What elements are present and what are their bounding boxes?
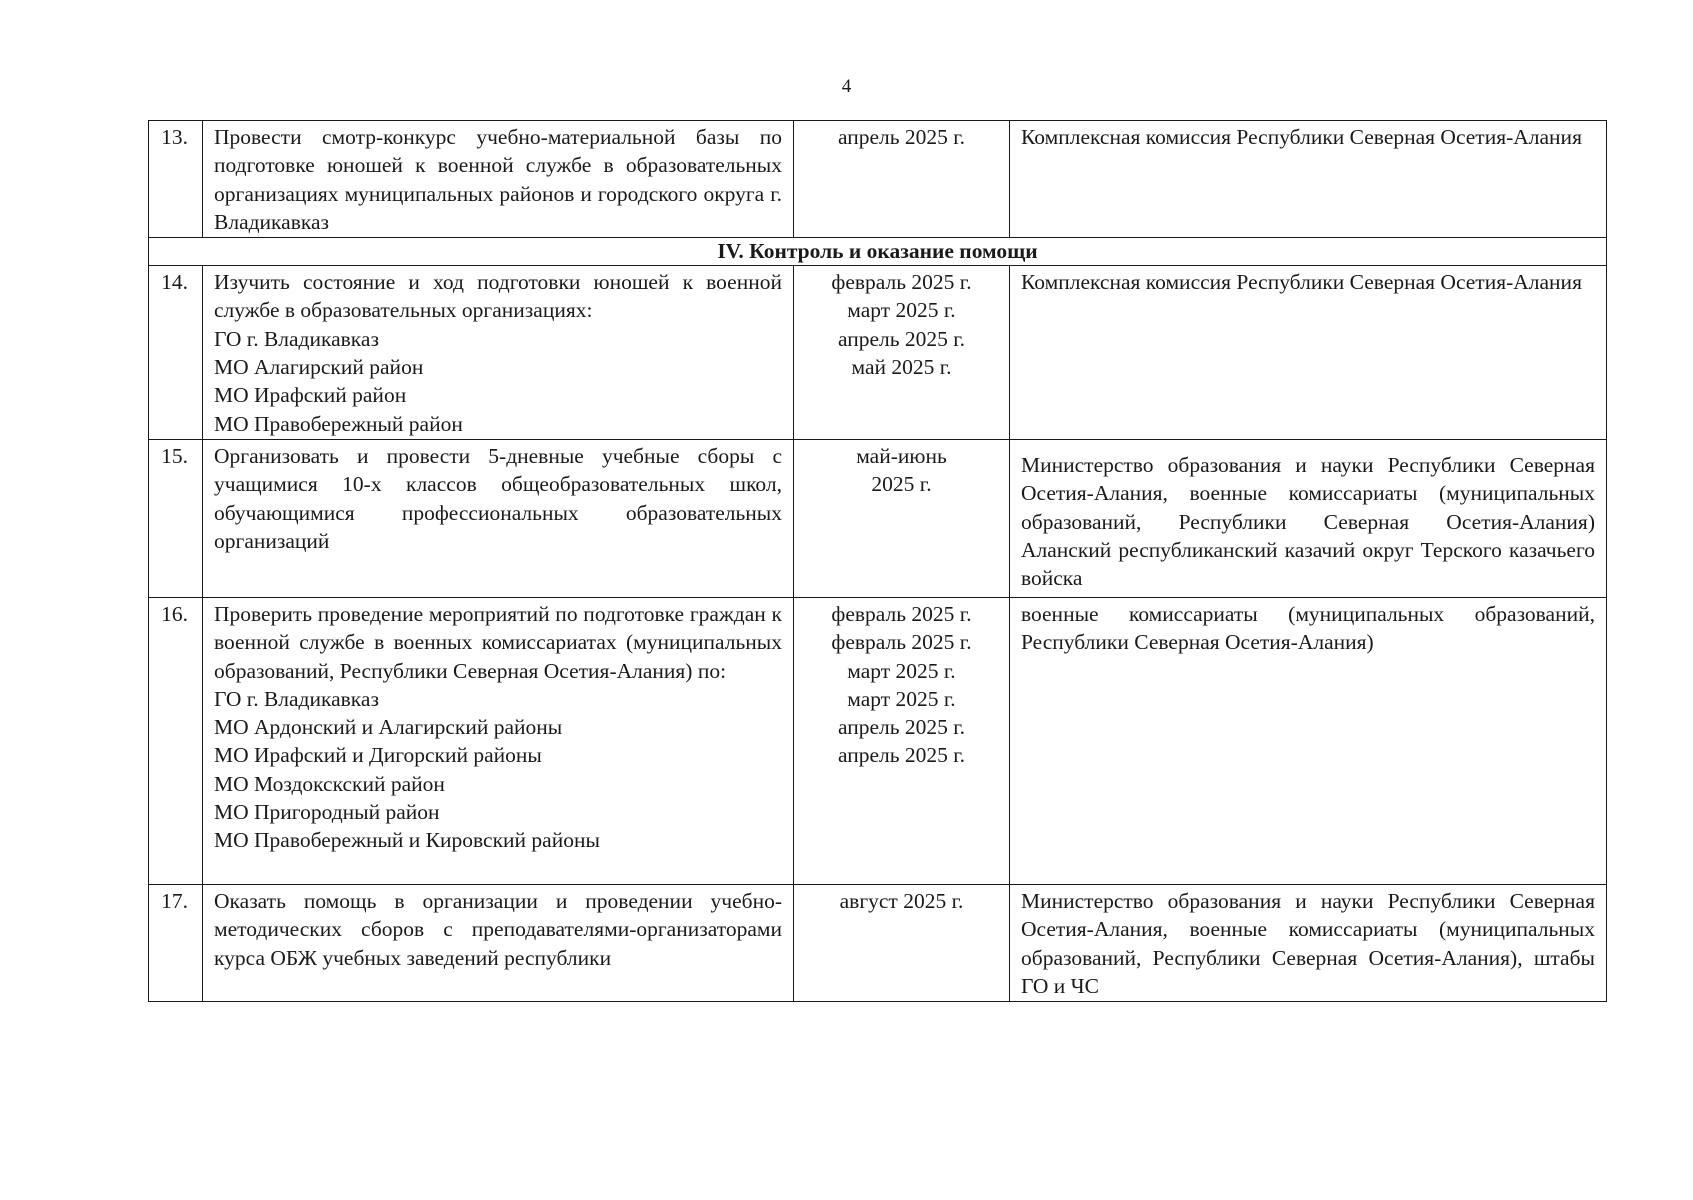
date-line: май 2025 г.	[851, 355, 952, 380]
row-number: 14.	[149, 266, 203, 440]
date-line: апрель 2025 г.	[837, 125, 966, 149]
table-row	[149, 266, 1607, 440]
section-row	[149, 238, 1607, 266]
date-cell	[794, 597, 1010, 884]
date-line: апрель 2025 г.	[837, 743, 966, 768]
task-line: МО Пригородный район	[214, 800, 440, 825]
task-line: Организовать и провести 5-дневные учебные сборы с учащимися 10-х классов общеобразовательных школ, обучающимися профессиональных образовательных организаций	[214, 443, 782, 553]
table-row	[149, 597, 1607, 884]
task-line: МО Ирафский и Дигорский районы	[214, 743, 542, 768]
task-line: МО Алагирский район	[214, 355, 424, 380]
task-line: Проверить проведение мероприятий по подготовке граждан к военной службе в военных комиссариатах (муниципальных образований, Республики Северная Осетия-Алания) по:	[214, 601, 782, 683]
row-number: 16.	[149, 597, 203, 884]
date-cell	[794, 439, 1010, 597]
date-cell	[794, 266, 1010, 440]
date-line: март 2025 г.	[847, 686, 956, 711]
date-line: февраль 2025 г.	[831, 601, 972, 626]
task-cell	[203, 597, 794, 884]
task-line: Изучить состояние и ход подготовки юношей к военной службе в образовательных организациях:	[214, 270, 782, 323]
row-number: 13.	[149, 121, 203, 238]
responsible-cell: Комплексная комиссия Республики Северная Осетия-Алания	[1010, 266, 1607, 440]
date-cell	[794, 884, 1010, 1001]
date-line: май-июнь	[856, 443, 947, 468]
task-cell	[203, 884, 794, 1001]
row-number: 17.	[149, 884, 203, 1001]
row-number: 15.	[149, 439, 203, 597]
date-line: февраль 2025 г.	[831, 270, 972, 295]
task-cell	[203, 121, 794, 238]
date-line: март 2025 г.	[847, 298, 956, 323]
task-cell	[203, 439, 794, 597]
date-line: 2025 г.	[871, 472, 932, 497]
responsible-cell: Министерство образования и науки Республики Северная Осетия-Алания, военные комиссариаты (муниципальных образований, Республики Северная Осетия-Алания), штабы ГО и ЧС	[1010, 884, 1607, 1001]
responsible-cell: Министерство образования и науки Республики Северная Осетия-Алания, военные комиссариаты (муниципальных образований, Республики Северная Осетия-Алания) Аланский республиканский казачий округ Терского казачьего войска	[1010, 439, 1607, 597]
task-line: Провести смотр-конкурс учебно-материальной базы по подготовке юношей к военной службе в образовательных организациях муниципальных районов и городского округа г. Владикавказ	[214, 125, 782, 234]
task-line: ГО г. Владикавказ	[214, 326, 379, 351]
task-line: МО Ардонский и Алагирский районы	[214, 715, 563, 740]
date-line: март 2025 г.	[847, 658, 956, 683]
date-line: август 2025 г.	[839, 888, 964, 913]
task-line: МО Правобережный район	[214, 411, 463, 436]
task-line: Оказать помощь в организации и проведении учебно-методических сборов с преподавателями-организаторами курса ОБЖ учебных заведений республики	[214, 888, 782, 970]
plan-table	[148, 120, 1607, 1002]
table-row	[149, 439, 1607, 597]
task-line: МО Моздокскский район	[214, 771, 445, 796]
responsible-cell: Комплексная комиссия Республики Северная Осетия-Алания	[1010, 121, 1607, 238]
page-number: 4	[841, 76, 852, 97]
date-line: февраль 2025 г.	[831, 630, 972, 655]
task-line: ГО г. Владикавказ	[214, 686, 379, 711]
date-line: апрель 2025 г.	[837, 715, 966, 740]
section-title: IV. Контроль и оказание помощи	[149, 238, 1607, 266]
table-row	[149, 121, 1607, 238]
date-cell	[794, 121, 1010, 238]
table-row	[149, 884, 1607, 1001]
responsible-cell: военные комиссариаты (муниципальных образований, Республики Северная Осетия-Алания)	[1010, 597, 1607, 884]
task-line: МО Правобережный и Кировский районы	[214, 828, 600, 853]
task-cell	[203, 266, 794, 440]
task-line: МО Ирафский район	[214, 383, 407, 408]
date-line: апрель 2025 г.	[837, 326, 966, 351]
